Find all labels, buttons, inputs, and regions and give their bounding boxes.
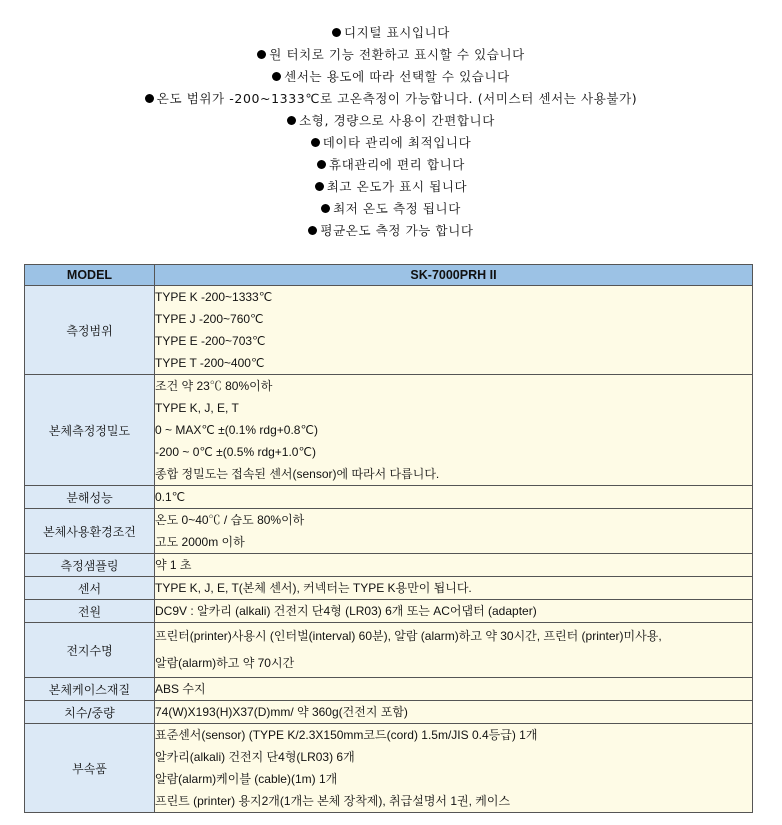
row-value-line: TYPE J -200~760℃ bbox=[155, 312, 264, 326]
feature-text: 소형, 경량으로 사용이 간편합니다 bbox=[299, 113, 495, 128]
feature-text: 휴대관리에 편리 합니다 bbox=[329, 157, 465, 172]
bullet-icon bbox=[272, 72, 281, 81]
row-value bbox=[155, 600, 753, 623]
feature-text: 평균온도 측정 가능 합니다 bbox=[320, 223, 474, 238]
spec-table bbox=[24, 264, 753, 813]
row-label: 전원 bbox=[25, 600, 155, 623]
feature-item bbox=[0, 110, 782, 132]
row-value-line: TYPE K, J, E, T bbox=[155, 401, 239, 415]
model-header-value: SK-7000PRH II bbox=[155, 265, 753, 286]
row-value-line: 조건 약 23℃ 80%이하 bbox=[155, 379, 273, 393]
feature-text: 최고 온도가 표시 됩니다 bbox=[326, 179, 468, 194]
row-value-line: 알카리(alkali) 건전지 단4형(LR03) 6개 bbox=[155, 750, 355, 764]
row-value-line: 알람(alarm)하고 약 70시간 bbox=[155, 656, 295, 670]
table-row bbox=[25, 486, 753, 509]
row-label: 센서 bbox=[25, 577, 155, 600]
feature-list bbox=[0, 22, 782, 242]
feature-item bbox=[0, 44, 782, 66]
bullet-icon bbox=[332, 28, 341, 37]
feature-item bbox=[0, 176, 782, 198]
bullet-icon bbox=[321, 204, 330, 213]
feature-item bbox=[0, 132, 782, 154]
row-value bbox=[155, 486, 753, 509]
table-row bbox=[25, 623, 753, 678]
table-row bbox=[25, 724, 753, 813]
row-value-line: 알람(alarm)케이블 (cable)(1m) 1개 bbox=[155, 772, 338, 786]
row-value-line: TYPE E -200~703℃ bbox=[155, 334, 266, 348]
row-value-line: 표준센서(sensor) (TYPE K/2.3X150mm코드(cord) 1.5m/JIS 0.4등급) 1개 bbox=[155, 728, 538, 742]
feature-text: 데이타 관리에 최적입니다 bbox=[322, 135, 472, 150]
feature-item bbox=[0, 220, 782, 242]
row-value-line: TYPE K -200~1333℃ bbox=[155, 290, 273, 304]
feature-item bbox=[0, 88, 782, 110]
row-value-line: 74(W)X193(H)X37(D)mm/ 약 360g(건전지 포함) bbox=[155, 705, 408, 719]
row-label: 측정범위 bbox=[25, 286, 155, 375]
row-label: 측정샘플링 bbox=[25, 554, 155, 577]
bullet-icon bbox=[257, 50, 266, 59]
row-label: 전지수명 bbox=[25, 623, 155, 678]
row-value bbox=[155, 577, 753, 600]
table-row bbox=[25, 554, 753, 577]
row-label: 본체케이스재질 bbox=[25, 678, 155, 701]
row-value-line: ABS 수지 bbox=[155, 682, 206, 696]
bullet-icon bbox=[287, 116, 296, 125]
row-value-line: DC9V : 알카리 (alkali) 건전지 단4형 (LR03) 6개 또는 AC어댑터 (adapter) bbox=[155, 604, 537, 618]
row-value bbox=[155, 701, 753, 724]
row-value-line: 0.1℃ bbox=[155, 490, 186, 504]
row-value-line: 프린트 (printer) 용지2개(1개는 본체 장착제), 취급설명서 1권, 케이스 bbox=[155, 794, 511, 808]
table-row bbox=[25, 286, 753, 375]
bullet-icon bbox=[317, 160, 326, 169]
row-value bbox=[155, 554, 753, 577]
row-value-line: 온도 0~40℃ / 습도 80%이하 bbox=[155, 513, 305, 527]
row-value-line: 종합 정밀도는 접속된 센서(sensor)에 따라서 다릅니다. bbox=[155, 467, 440, 481]
table-row bbox=[25, 600, 753, 623]
feature-text: 디지털 표시입니다 bbox=[344, 25, 450, 40]
feature-text: 온도 범위가 -200~1333℃로 고온측정이 가능합니다. (서미스터 센서는 사용불가) bbox=[156, 91, 638, 106]
table-row bbox=[25, 509, 753, 554]
bullet-icon bbox=[311, 138, 320, 147]
table-header-row bbox=[25, 265, 753, 286]
row-value bbox=[155, 509, 753, 554]
feature-item bbox=[0, 198, 782, 220]
row-label: 부속품 bbox=[25, 724, 155, 813]
row-value bbox=[155, 286, 753, 375]
feature-item bbox=[0, 22, 782, 44]
row-value bbox=[155, 623, 753, 678]
table-row bbox=[25, 577, 753, 600]
row-label: 분해성능 bbox=[25, 486, 155, 509]
table-row bbox=[25, 701, 753, 724]
row-label: 본체측정정밀도 bbox=[25, 375, 155, 486]
row-value-line: 약 1 초 bbox=[155, 558, 192, 572]
row-value-line: -200 ~ 0℃ ±(0.5% rdg+1.0℃) bbox=[155, 445, 316, 459]
feature-text: 최저 온도 측정 됩니다 bbox=[333, 201, 461, 216]
row-label: 치수/중량 bbox=[25, 701, 155, 724]
row-value-line: 0 ~ MAX℃ ±(0.1% rdg+0.8℃) bbox=[155, 423, 318, 437]
row-value-line: 프린터(printer)사용시 (인터벌(interval) 60분), 알람 (alarm)하고 약 30시간, 프린터 (printer)미사용, bbox=[155, 629, 662, 643]
bullet-icon bbox=[145, 94, 154, 103]
feature-text: 센서는 용도에 따라 선택할 수 있습니다 bbox=[284, 69, 510, 84]
row-label: 본체사용환경조건 bbox=[25, 509, 155, 554]
table-row bbox=[25, 678, 753, 701]
row-value-line: 고도 2000m 이하 bbox=[155, 535, 245, 549]
model-header-label: MODEL bbox=[25, 265, 155, 286]
feature-text: 원 터치로 기능 전환하고 표시할 수 있습니다 bbox=[269, 47, 525, 62]
feature-item bbox=[0, 154, 782, 176]
row-value bbox=[155, 375, 753, 486]
row-value-line: TYPE T -200~400℃ bbox=[155, 356, 265, 370]
row-value bbox=[155, 678, 753, 701]
row-value-line: TYPE K, J, E, T(본체 센서), 커넥터는 TYPE K용만이 됩니다. bbox=[155, 581, 472, 595]
feature-item bbox=[0, 66, 782, 88]
bullet-icon bbox=[315, 182, 324, 191]
table-row bbox=[25, 375, 753, 486]
bullet-icon bbox=[308, 226, 317, 235]
row-value bbox=[155, 724, 753, 813]
